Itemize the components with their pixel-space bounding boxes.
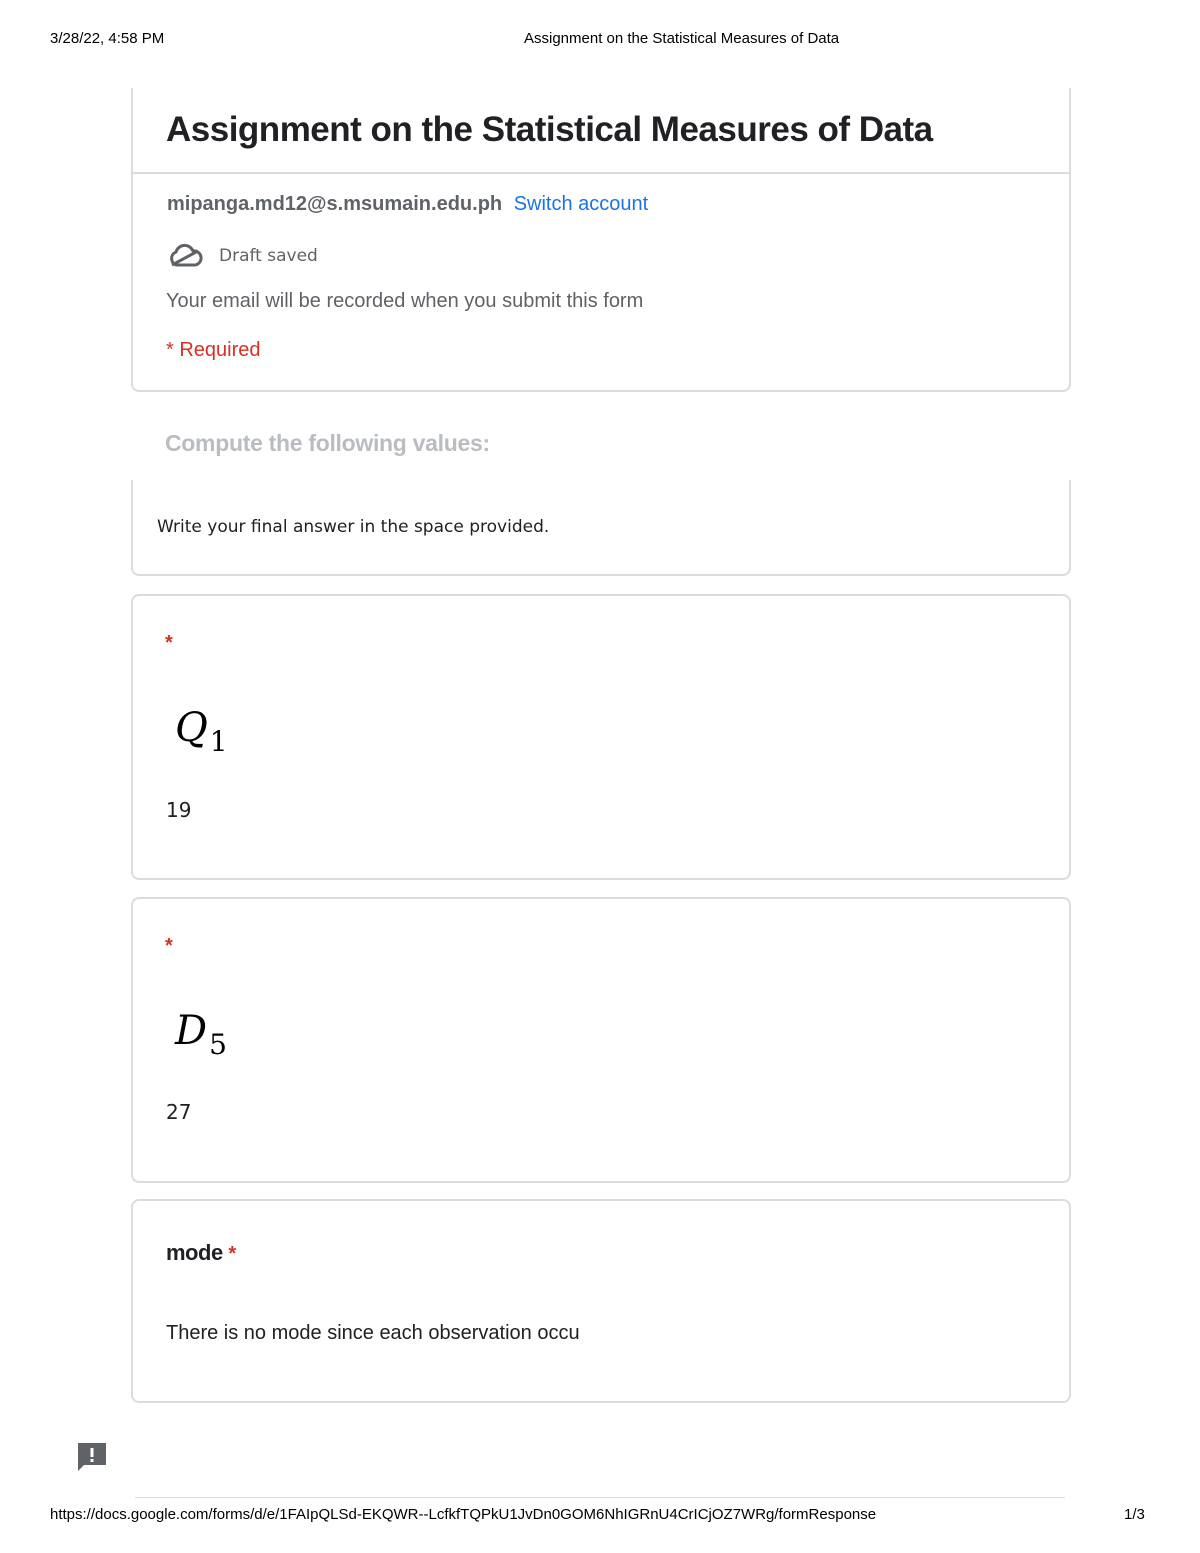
question-card-mode — [131, 1199, 1071, 1403]
print-page-title: Assignment on the Statistical Measures of Data — [524, 30, 840, 47]
answer-field-q1[interactable]: 19 — [166, 798, 192, 822]
print-page-number: 1/3 — [1124, 1506, 1145, 1523]
cloud-saved-icon — [167, 243, 203, 269]
required-asterisk: * — [165, 935, 173, 957]
switch-account-link[interactable]: Switch account — [513, 193, 649, 215]
answer-field-mode[interactable]: There is no mode since each observation occu — [166, 1322, 580, 1344]
draft-status-text: Draft saved — [219, 246, 318, 266]
report-feedback-icon[interactable] — [75, 1440, 109, 1474]
math-subscript: 1 — [209, 725, 228, 758]
section-title: Compute the following values: — [165, 430, 490, 456]
account-row — [167, 193, 648, 216]
math-symbol: Q — [175, 705, 208, 751]
email-notice: Your email will be recorded when you submit this form — [166, 290, 644, 312]
print-timestamp: 3/28/22, 4:58 PM — [50, 30, 165, 47]
question-label-d5 — [175, 1008, 227, 1061]
required-asterisk: * — [228, 1243, 236, 1265]
math-subscript: 5 — [209, 1028, 227, 1061]
required-asterisk: * — [165, 632, 173, 654]
draft-status — [167, 243, 318, 269]
account-email: mipanga.md12@s.msumain.edu.ph — [167, 193, 503, 215]
print-url: https://docs.google.com/forms/d/e/1FAIpQLSd-EKQWR--LcfkfTQPkU1JvDn0GOM6NhIGRnU4CrICjOZ7WRg/formResponse — [50, 1506, 877, 1523]
question-label-text: mode — [166, 1240, 223, 1265]
form-title: Assignment on the Statistical Measures of Data — [166, 110, 933, 149]
section-description: Write your final answer in the space provided. — [157, 517, 550, 537]
math-symbol: D — [175, 1008, 208, 1054]
question-label-mode — [166, 1240, 236, 1266]
question-card-d5 — [131, 897, 1071, 1183]
answer-field-d5[interactable]: 27 — [166, 1100, 192, 1124]
required-notice: * Required — [166, 339, 261, 361]
question-label-q1 — [175, 705, 228, 758]
header-divider — [131, 172, 1071, 174]
question-card-q1 — [131, 594, 1071, 880]
footer-divider — [135, 1497, 1065, 1498]
